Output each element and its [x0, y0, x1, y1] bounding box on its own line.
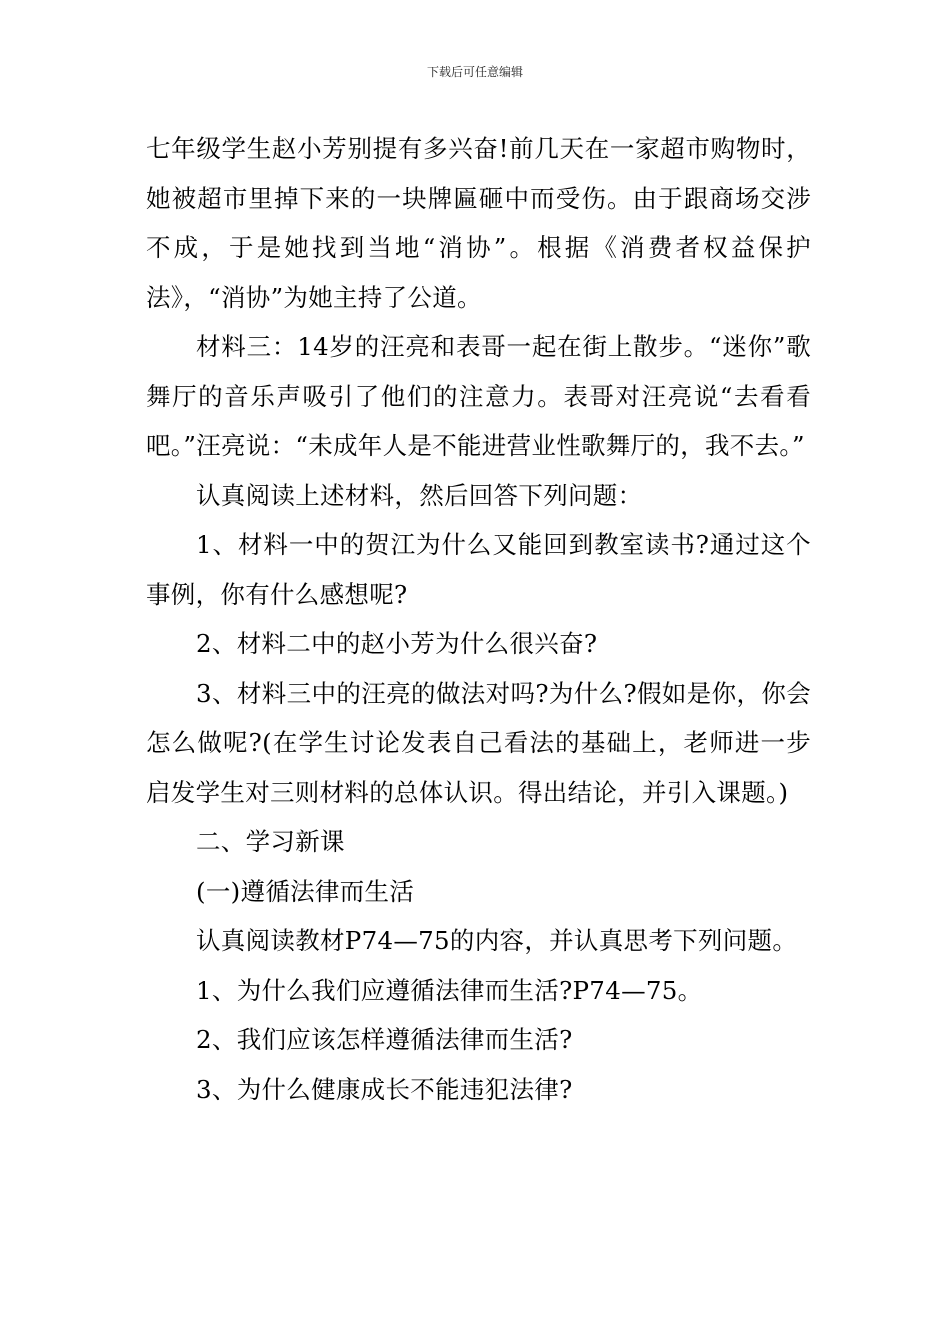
task-question-1: 1、为什么我们应遵循法律而生活?P74—75。 — [196, 975, 703, 1005]
question-2: 2、材料二中的赵小芳为什么很兴奋? — [196, 629, 598, 658]
paragraph-instruction: 认真阅读上述材料，然后回答下列问题： — [196, 480, 643, 510]
section-heading-new-lesson: 二、学习新课 — [196, 827, 345, 856]
document-body — [146, 124, 811, 1114]
question-3: 3、材料三中的汪亮的做法对吗?为什么?假如是你，你会怎么做呢?(在学生讨论发表自己看法的基础上，老师进一步启发学生对三则材料的总体认识。得出结论，并引入课题。) — [146, 678, 811, 807]
question-1: 1、材料一中的贺江为什么又能回到教室读书?通过这个事例，你有什么感想呢? — [146, 530, 811, 609]
task-question-3: 3、为什么健康成长不能违犯法律? — [196, 1074, 573, 1104]
subsection-heading-follow-law: (一)遵循法律而生活 — [196, 876, 415, 906]
paragraph-reading-task: 认真阅读教材P74—75的内容，并认真思考下列问题。 — [196, 926, 798, 955]
page-header-note: 下载后可任意编辑 — [426, 65, 523, 79]
paragraph-material-three: 材料三：14岁的汪亮和表哥一起在街上散步。“迷你”歌舞厅的音乐声吸引了他们的注意力。表哥对汪亮说“去看看吧。”汪亮说：“未成年人是不能进营业性歌舞厅的，我不去。” — [146, 332, 811, 460]
task-question-2: 2、我们应该怎样遵循法律而生活? — [196, 1025, 573, 1054]
paragraph-material-two-continued: 七年级学生赵小芳别提有多兴奋!前几天在一家超市购物时，她被超市里掉下来的一块牌匾砸中而受伤。由于跟商场交涉不成，于是她找到当地“消协”。根据《消费者权益保护法》，“消协”为她主持了公道。 — [146, 134, 811, 312]
